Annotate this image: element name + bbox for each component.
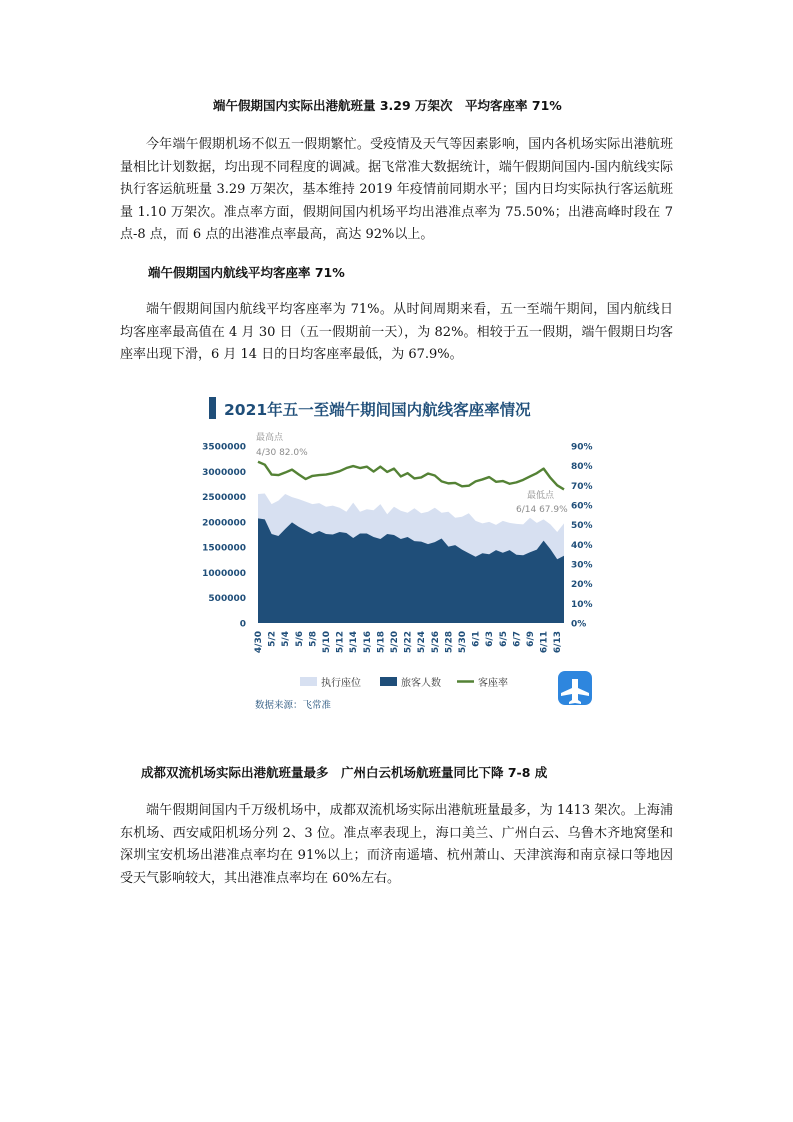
x-tick-label: 5/14 — [349, 631, 360, 654]
load-factor-line — [258, 462, 564, 490]
x-tick-label: 6/9 — [526, 631, 536, 647]
x-tick-label: 5/6 — [294, 631, 305, 647]
y-right-tick-label: 40% — [571, 540, 593, 551]
chart-title: 2021年五一至端午期间国内航线客座率情况 — [224, 401, 531, 419]
legend-item-label: 执行座位 — [321, 678, 361, 689]
section-heading-airports: 成都双流机场实际出港航班量最多 广州白云机场航班量同比下降 7-8 成 — [141, 765, 548, 780]
chart-title-bar — [209, 397, 216, 419]
x-tick-label: 5/16 — [362, 631, 373, 654]
x-tick-label: 6/3 — [485, 631, 496, 647]
legend-swatch — [380, 677, 397, 686]
x-tick-label: 5/30 — [458, 631, 468, 654]
x-tick-label: 6/1 — [471, 631, 482, 647]
y-right-tick-label: 10% — [571, 599, 593, 610]
section-heading-load-factor: 端午假期国内航线平均客座率 71% — [148, 265, 345, 280]
y-left-tick-label: 2500000 — [202, 493, 246, 504]
y-left-tick-label: 1500000 — [202, 543, 246, 554]
x-tick-label: 5/10 — [322, 631, 332, 654]
x-tick-label: 5/20 — [390, 631, 400, 654]
y-right-tick-label: 90% — [571, 442, 593, 453]
annotation-max-value: 4/30 82.0% — [256, 448, 308, 458]
x-tick-label: 5/8 — [308, 631, 319, 647]
y-right-tick-label: 60% — [571, 501, 593, 512]
y-left-tick-label: 0 — [239, 619, 246, 630]
x-tick-label: 5/18 — [376, 631, 387, 654]
y-left-tick-label: 500000 — [208, 594, 246, 605]
x-tick-label: 6/11 — [539, 631, 550, 654]
y-left-tick-label: 1000000 — [202, 568, 246, 579]
paragraph-airports: 端午假期间国内千万级机场中，成都双流机场实际出港航班量最多，为 1413 架次。上海浦东机场、西安咸阳机场分列 2、3 位。准点率表现上，海口美兰、广州白云、乌鲁木齐地窝堡和深圳宝安机场出港准点率均在 91%以上；而济南遥墙、杭州萧山、天津滨海和南京禄口等地因受天气影响较大，其出港准点率均在 60%左右。 — [120, 803, 673, 886]
annotation-min-label: 最低点 — [527, 491, 555, 501]
y-left-tick-label: 3000000 — [202, 467, 246, 478]
paragraph-load-factor: 端午假期间国内航线平均客座率为 71%。从时间周期来看，五一至端午期间，国内航线日均客座率最高值在 4 月 30 日（五一假期前一天），为 82%。相较于五一假期，端午假期日均客座率出现下滑，6 月 14 日的日均客座率最低，为 67.9%。 — [120, 302, 673, 362]
x-tick-label: 5/26 — [430, 631, 441, 654]
x-tick-label: 5/12 — [335, 631, 346, 654]
x-tick-label: 5/24 — [417, 631, 428, 654]
x-tick-label: 6/7 — [512, 631, 523, 647]
y-right-tick-label: 80% — [571, 462, 593, 473]
legend-item-label: 旅客人数 — [401, 678, 441, 689]
y-right-tick-label: 20% — [571, 580, 593, 591]
paragraph-flight-volume: 今年端午假期机场不似五一假期繁忙。受疫情及天气等因素影响，国内各机场实际出港航班量相比计划数据，均出现不同程度的调减。据飞常准大数据统计，端午假期间国内-国内航线实际执行客运航班量 3.29 万架次，基本维持 2019 年疫情前同期水平；国内日均实际执行客运航班量 1.10 万架次。准点率方面，假期间国内机场平均出港准点率为 75.50%；出港高峰时段在 7 点-8 点，而 6 点的出港准点率最高，高达 92%以上。 — [120, 137, 673, 242]
x-tick-label: 5/2 — [267, 631, 278, 647]
y-left-tick-label: 3500000 — [202, 442, 246, 453]
x-tick-label: 6/13 — [553, 631, 564, 654]
x-tick-label: 6/5 — [498, 631, 509, 647]
x-tick-label: 5/28 — [444, 631, 455, 654]
y-right-tick-label: 30% — [571, 560, 593, 571]
x-tick-label: 5/22 — [403, 631, 414, 654]
x-tick-label: 4/30 — [254, 631, 264, 654]
y-right-tick-label: 0% — [571, 619, 587, 630]
y-right-tick-label: 70% — [571, 481, 593, 492]
annotation-min-value: 6/14 67.9% — [516, 505, 568, 515]
chart-source: 数据来源：飞常准 — [255, 700, 332, 711]
annotation-max-label: 最高点 — [256, 433, 284, 443]
y-right-tick-label: 50% — [571, 521, 593, 532]
legend-swatch — [300, 677, 317, 686]
y-left-tick-label: 2000000 — [202, 518, 246, 529]
x-tick-label: 5/4 — [281, 631, 292, 647]
legend-item-label: 客座率 — [478, 678, 508, 689]
load-factor-chart — [200, 390, 600, 720]
page-title: 端午假期国内实际出港航班量 3.29 万架次 平均客座率 71% — [213, 98, 562, 113]
